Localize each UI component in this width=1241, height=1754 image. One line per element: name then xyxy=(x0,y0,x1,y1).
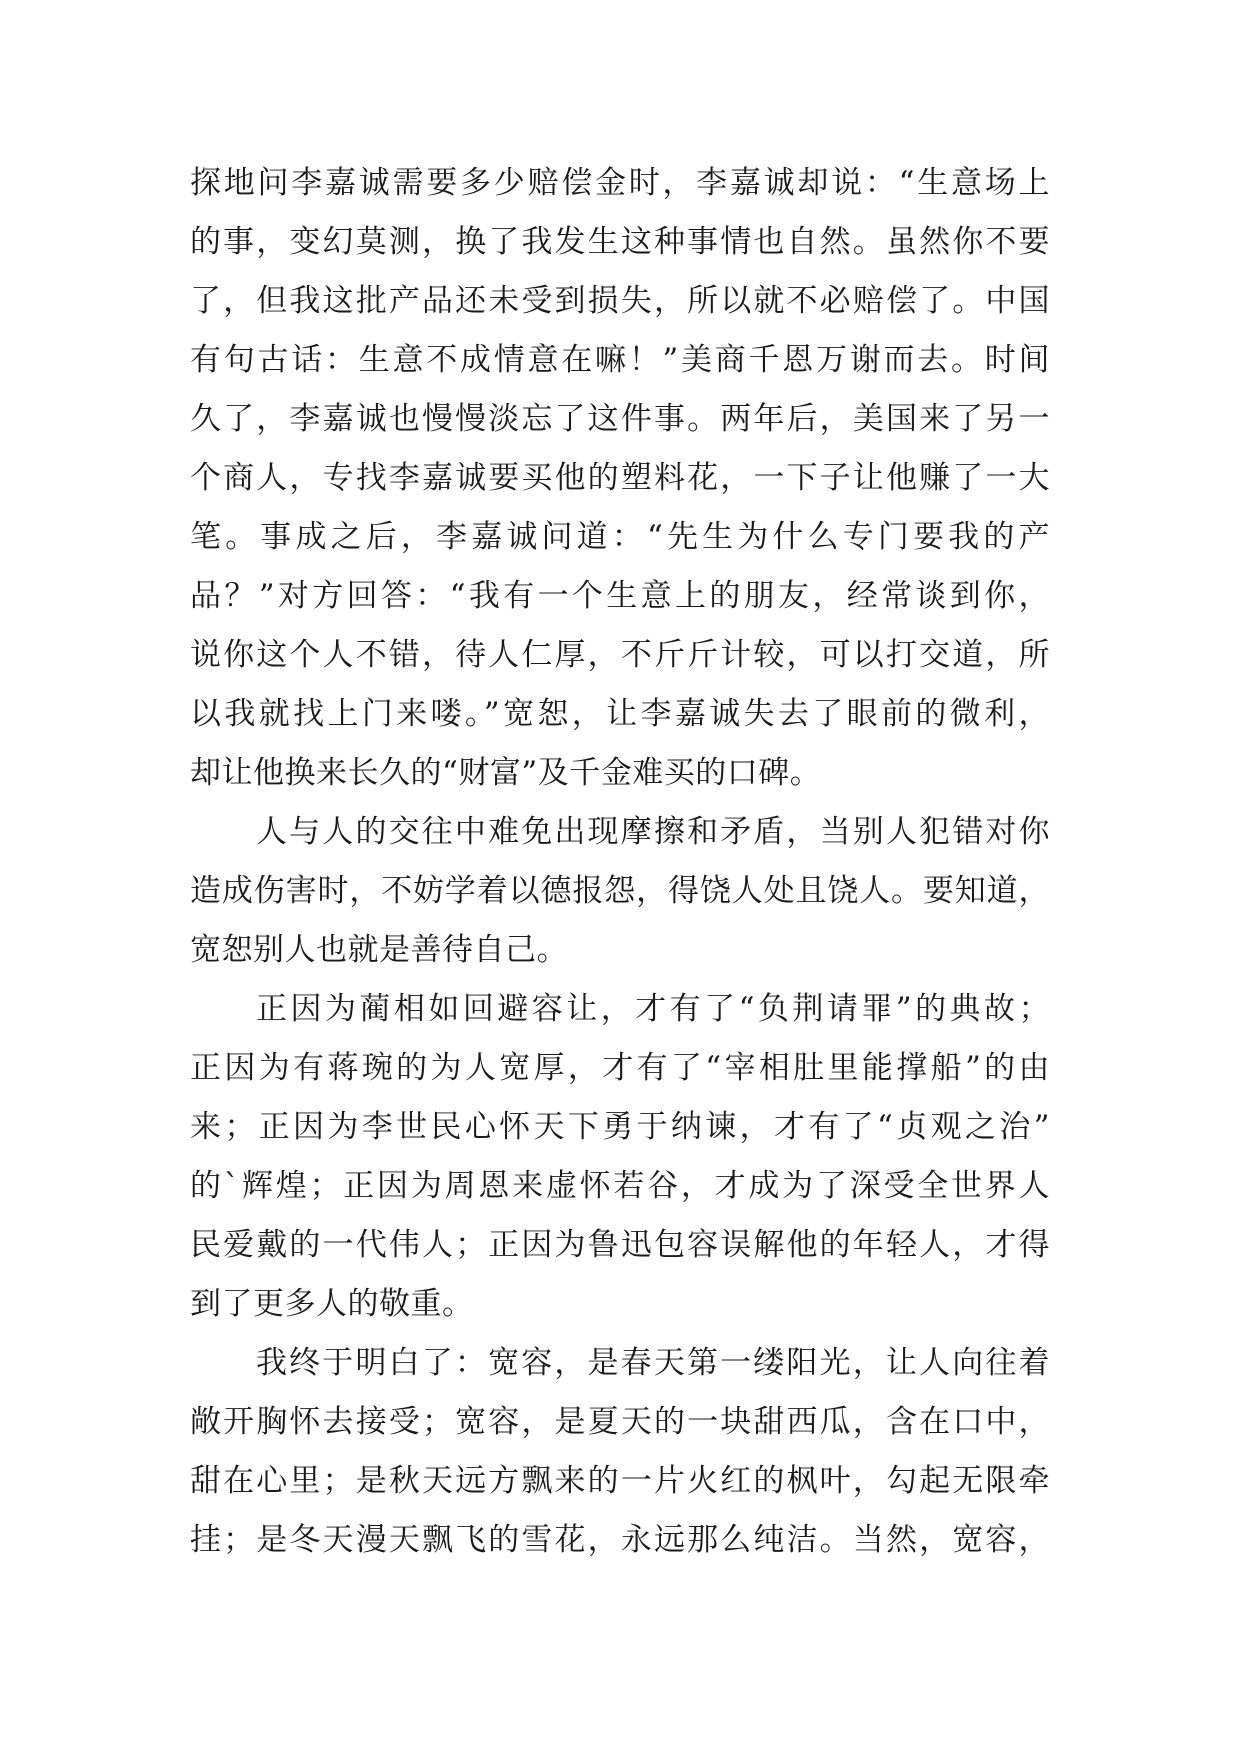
text-line: 品？”对方回答：“我有一个生意上的朋友，经常谈到你， xyxy=(190,578,1050,614)
text-line: 却让他换来长久的“财富”及千金难买的口碑。 xyxy=(190,755,822,791)
text-line: 正因为有蒋琬的为人宽厚，才有了“宰相肚里能撑船”的由 xyxy=(190,1050,1050,1086)
paragraph-historical-examples xyxy=(190,980,1050,1334)
text-line: 了，但我这批产品还未受到损失，所以就不必赔偿了。中国 xyxy=(190,283,1050,319)
text-line: 笔。事成之后，李嘉诚问道：“先生为什么专门要我的产 xyxy=(190,519,1050,555)
text-line: 以我就找上门来喽。”宽恕，让李嘉诚失去了眼前的微利， xyxy=(190,696,1050,732)
text-line: 久了，李嘉诚也慢慢淡忘了这件事。两年后，美国来了另一 xyxy=(190,401,1050,437)
text-line: 人与人的交往中难免出现摩擦和矛盾，当别人犯错对你 xyxy=(256,814,1050,850)
text-line: 造成伤害时，不妨学着以德报怨，得饶人处且饶人。要知道， xyxy=(190,873,1050,909)
text-line: 正因为蔺相如回避容让，才有了“负荆请罪”的典故； xyxy=(256,991,1050,1027)
paragraph-li-jiacheng-story xyxy=(190,154,1050,803)
text-line: 的`辉煌；正因为周恩来虚怀若谷，才成为了深受全世界人 xyxy=(190,1168,1050,1204)
paragraph-forgiveness xyxy=(190,803,1050,980)
text-line: 的事，变幻莫测，换了我发生这种事情也自然。虽然你不要 xyxy=(190,224,1050,260)
text-line: 挂；是冬天漫天飘飞的雪花，永远那么纯洁。当然，宽容， xyxy=(190,1522,1050,1558)
text-line: 到了更多人的敬重。 xyxy=(190,1286,474,1322)
paragraph-conclusion xyxy=(190,1334,1050,1570)
text-line: 说你这个人不错，待人仁厚，不斤斤计较，可以打交道，所 xyxy=(190,637,1050,673)
document-body xyxy=(190,154,1050,1570)
text-line: 来；正因为李世民心怀天下勇于纳谏，才有了“贞观之治” xyxy=(190,1109,1050,1145)
text-line: 我终于明白了：宽容，是春天第一缕阳光，让人向往着 xyxy=(256,1345,1050,1381)
text-line: 民爱戴的一代伟人；正因为鲁迅包容误解他的年轻人，才得 xyxy=(190,1227,1050,1263)
text-line: 甜在心里；是秋天远方飘来的一片火红的枫叶，勾起无限牵 xyxy=(190,1463,1050,1499)
text-line: 宽恕别人也就是善待自己。 xyxy=(190,932,568,968)
text-line: 有句古话：生意不成情意在嘛！”美商千恩万谢而去。时间 xyxy=(190,342,1050,378)
text-line: 个商人，专找李嘉诚要买他的塑料花，一下子让他赚了一大 xyxy=(190,460,1050,496)
text-line: 敞开胸怀去接受；宽容，是夏天的一块甜西瓜，含在口中， xyxy=(190,1404,1050,1440)
text-line: 探地问李嘉诚需要多少赔偿金时，李嘉诚却说：“生意场上 xyxy=(190,165,1050,201)
